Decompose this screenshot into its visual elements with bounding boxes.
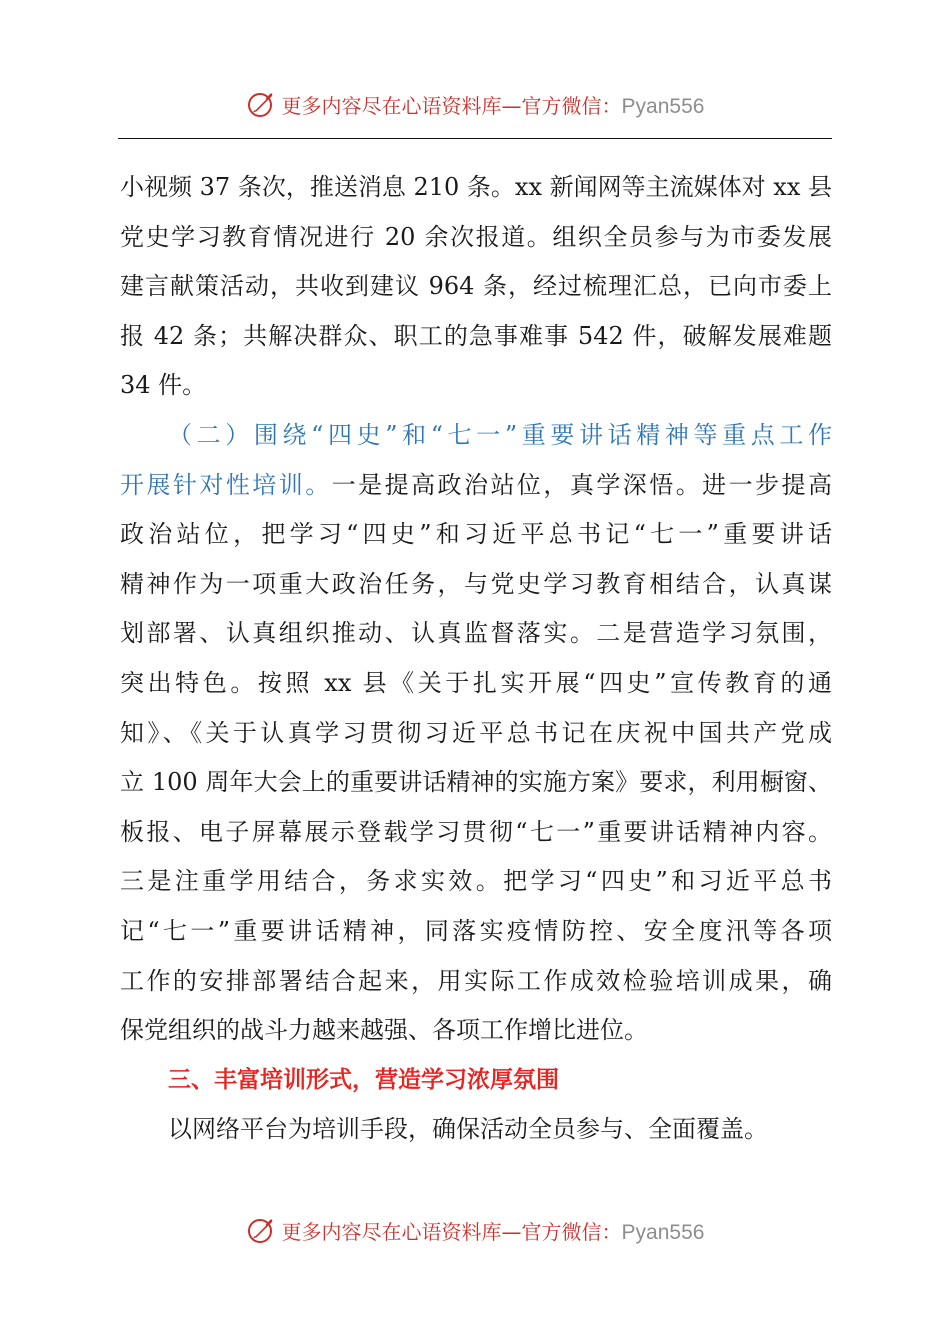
p2-line: 保党组织的战斗力越来越强、各项工作增比进位。 — [120, 1016, 648, 1045]
section-3-first-line: 以网络平台为培训手段，确保活动全员参与、全面覆盖。 — [168, 1115, 768, 1144]
p2-line: 记“七一”重要讲话精神，同落实疫情防控、安全度汛等各项 — [120, 916, 832, 945]
feather-pen-circle-icon — [246, 1215, 276, 1245]
p2-line: 知》、《关于认真学习贯彻习近平总书记在庆祝中国共产党成 — [120, 718, 832, 747]
feather-pen-circle-icon — [246, 89, 276, 119]
header-banner-brand: Pyan556 — [621, 94, 705, 118]
header-divider — [118, 138, 832, 139]
p2-line: 工作的安排部署结合起来，用实际工作成效检验培训成果，确 — [120, 966, 832, 995]
p2-line: 政治站位，把学习“四史”和习近平总书记“七一”重要讲话 — [120, 520, 832, 549]
p1-line: 报 42 条；共解决群众、职工的急事难事 542 件，破解发展难题 — [120, 321, 832, 350]
footer-banner-text: 更多内容尽在心语资料库—官方微信：Pyan556 — [281, 1219, 705, 1244]
document-body — [120, 163, 832, 1155]
p1-line: 建言献策活动，共收到建议 964 条，经过梳理汇总，已向市委上 — [120, 272, 832, 301]
p1-line: 党史学习教育情况进行 20 余次报道。组织全员参与为市委发展 — [120, 222, 832, 251]
p2-line: 板报、电子屏幕展示登载学习贯彻“七一”重要讲话精神内容。 — [120, 817, 832, 846]
p2-line: 立 100 周年大会上的重要讲话精神的实施方案》要求，利用橱窗、 — [120, 768, 832, 797]
p2-line-mixed — [120, 461, 832, 511]
footer-banner — [0, 1210, 950, 1250]
p1-line: 小视频 37 条次，推送消息 210 条。xx 新闻网等主流媒体对 xx 县 — [120, 173, 832, 201]
header-banner — [0, 84, 950, 124]
p2-line-rest: 一是提高政治站位，真学深悟。进一步提高 — [331, 470, 833, 499]
header-banner-text: 更多内容尽在心语资料库—官方微信：Pyan556 — [281, 93, 705, 118]
p2-line: 精神作为一项重大政治任务，与党史学习教育相结合，认真谋 — [120, 569, 832, 598]
p2-line: 突出特色。按照 xx 县《关于扎实开展“四史”宣传教育的通 — [120, 668, 832, 697]
p2-line: 三是注重学用结合，务求实效。把学习“四史”和习近平总书 — [120, 867, 832, 896]
p1-line: 34 件。 — [120, 371, 207, 400]
subheading-line-1: （二）围绕“四史”和“七一”重要讲话精神等重点工作 — [168, 420, 832, 449]
subheading-line-2: 开展针对性培训。 — [120, 470, 332, 499]
section-3-heading: 三、丰富培训形式，营造学习浓厚氛围 — [168, 1066, 559, 1093]
footer-banner-brand: Pyan556 — [621, 1220, 705, 1244]
p2-line: 划部署、认真组织推动、认真监督落实。二是营造学习氛围， — [120, 619, 832, 648]
